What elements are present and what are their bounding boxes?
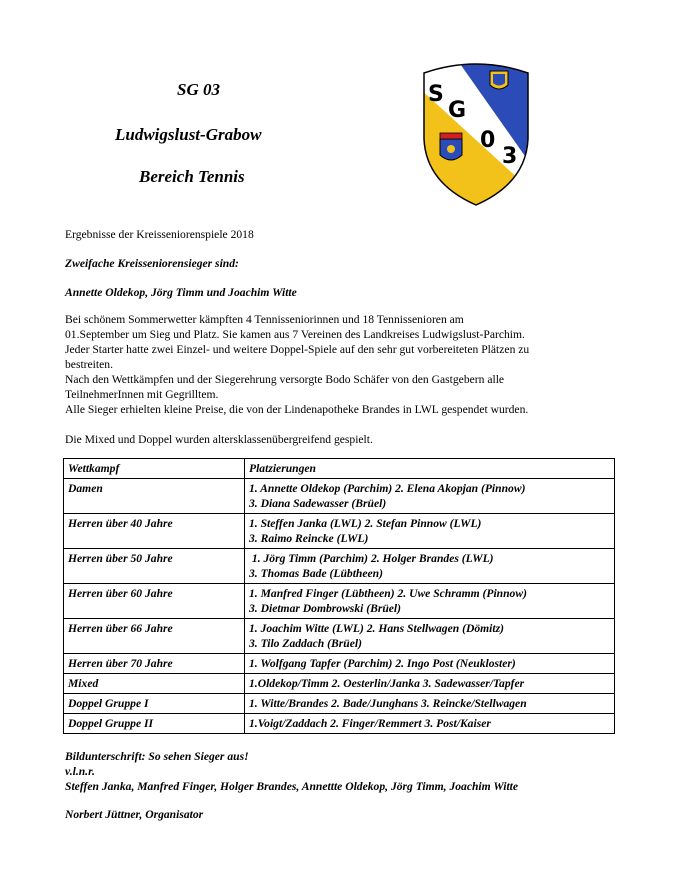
body-line: 01.September um Sieg und Platz. Sie kamen aus 7 Vereinen des Landkreises Ludwigslust-Parchim. [65, 328, 525, 341]
body-line [65, 417, 625, 432]
placement-line: 1. Annette Oldekop (Parchim) 2. Elena Akopjan (Pinnow) [249, 482, 526, 495]
header-cell-competition: Wettkampf [64, 459, 245, 479]
report-title: Ergebnisse der Kreisseniorenspiele 2018 [65, 228, 254, 241]
caption-order: v.l.n.r. [65, 765, 95, 778]
placement-cell [245, 479, 615, 514]
logo-letter-g: G [448, 98, 467, 123]
category-cell: Herren über 40 Jahre [64, 514, 245, 549]
placement-cell [245, 549, 615, 584]
winners-names: Annette Oldekop, Jörg Timm und Joachim Witte [65, 286, 297, 299]
placement-line: 3. Raimo Reincke (LWL) [249, 532, 369, 545]
organizer-signature: Norbert Jüttner, Organisator [65, 808, 204, 821]
placement-line: 1.Voigt/Zaddach 2. Finger/Remmert 3. Post/Kaiser [249, 717, 491, 730]
placement-cell [245, 654, 615, 674]
club-name: SG 03 [177, 80, 220, 99]
body-line: Die Mixed und Doppel wurden altersklassenübergreifend gespielt. [65, 433, 373, 446]
body-line: Bei schönem Sommerwetter kämpften 4 Tennisseniorinnen und 18 Tennissenioren am [65, 313, 464, 326]
header-cell-placements: Platzierungen [245, 459, 615, 479]
table-row [64, 694, 615, 714]
report-body [65, 312, 625, 447]
placement-cell [245, 694, 615, 714]
logo-digit-0: 0 [480, 128, 496, 153]
category-cell: Herren über 70 Jahre [64, 654, 245, 674]
placement-line: 1. Wolfgang Tapfer (Parchim) 2. Ingo Post (Neukloster) [249, 657, 516, 670]
body-line: Alle Sieger erhielten kleine Preise, die von der Lindenapotheke Brandes in LWL gespendet wurden. [65, 403, 529, 416]
table-row [64, 619, 615, 654]
logo-digit-3: 3 [502, 144, 518, 169]
placement-line: 3. Diana Sadewasser (Brüel) [249, 497, 387, 510]
category-cell: Herren über 60 Jahre [64, 584, 245, 619]
table-row [64, 479, 615, 514]
category-cell: Mixed [64, 674, 245, 694]
body-line: TeilnehmerInnen mit Gegrilltem. [65, 388, 219, 401]
table-row [64, 654, 615, 674]
placement-line: 1. Joachim Witte (LWL) 2. Hans Stellwagen (Dömitz) [249, 622, 504, 635]
results-table [63, 458, 615, 734]
category-cell: Doppel Gruppe II [64, 714, 245, 734]
table-row [64, 514, 615, 549]
placement-cell [245, 584, 615, 619]
caption-names: Steffen Janka, Manfred Finger, Holger Brandes, Annettte Oldekop, Jörg Timm, Joachim Witte [65, 780, 519, 793]
placement-line: 1. Manfred Finger (Lübtheen) 2. Uwe Schramm (Pinnow) [249, 587, 527, 600]
placement-line: 1.Oldekop/Timm 2. Oesterlin/Janka 3. Sadewasser/Tapfer [249, 677, 525, 690]
placement-line: 1. Jörg Timm (Parchim) 2. Holger Brandes (LWL) [249, 552, 494, 565]
placement-line: 1. Steffen Janka (LWL) 2. Stefan Pinnow (LWL) [249, 517, 482, 530]
caption-title: Bildunterschrift: So sehen Sieger aus! [65, 750, 249, 763]
photo-caption [65, 749, 518, 794]
placement-line: 3. Tilo Zaddach (Brüel) [249, 637, 362, 650]
category-cell: Doppel Gruppe I [64, 694, 245, 714]
table-row [64, 549, 615, 584]
body-line: bestreiten. [65, 358, 113, 371]
placement-cell [245, 674, 615, 694]
body-line: Jeder Starter hatte zwei Einzel- und weitere Doppel-Spiele auf den sehr gut vorbereiteten Plätzen zu [65, 343, 530, 356]
category-cell: Herren über 66 Jahre [64, 619, 245, 654]
club-department: Bereich Tennis [139, 167, 245, 186]
table-row [64, 714, 615, 734]
placement-line: 3. Dietmar Dombrowski (Brüel) [249, 602, 402, 615]
placement-cell [245, 714, 615, 734]
placement-cell [245, 619, 615, 654]
club-location: Ludwigslust-Grabow [115, 125, 262, 144]
table-row [64, 674, 615, 694]
logo-crest-bottom-icon [440, 133, 462, 160]
placement-line: 3. Thomas Bade (Lübtheen) [249, 567, 383, 580]
placement-cell [245, 514, 615, 549]
logo-letter-s: S [428, 82, 444, 107]
body-line: Nach den Wettkämpfen und der Siegerehrung versorgte Bodo Schäfer von den Gastgebern alle [65, 373, 505, 386]
club-logo [418, 61, 534, 207]
placement-line: 1. Witte/Brandes 2. Bade/Junghans 3. Reincke/Stellwagen [249, 697, 527, 710]
winners-heading: Zweifache Kreisseniorensieger sind: [65, 257, 239, 270]
table-header-row [64, 459, 615, 479]
table-row [64, 584, 615, 619]
category-cell: Damen [64, 479, 245, 514]
category-cell: Herren über 50 Jahre [64, 549, 245, 584]
logo-crest-top-icon [490, 71, 508, 89]
